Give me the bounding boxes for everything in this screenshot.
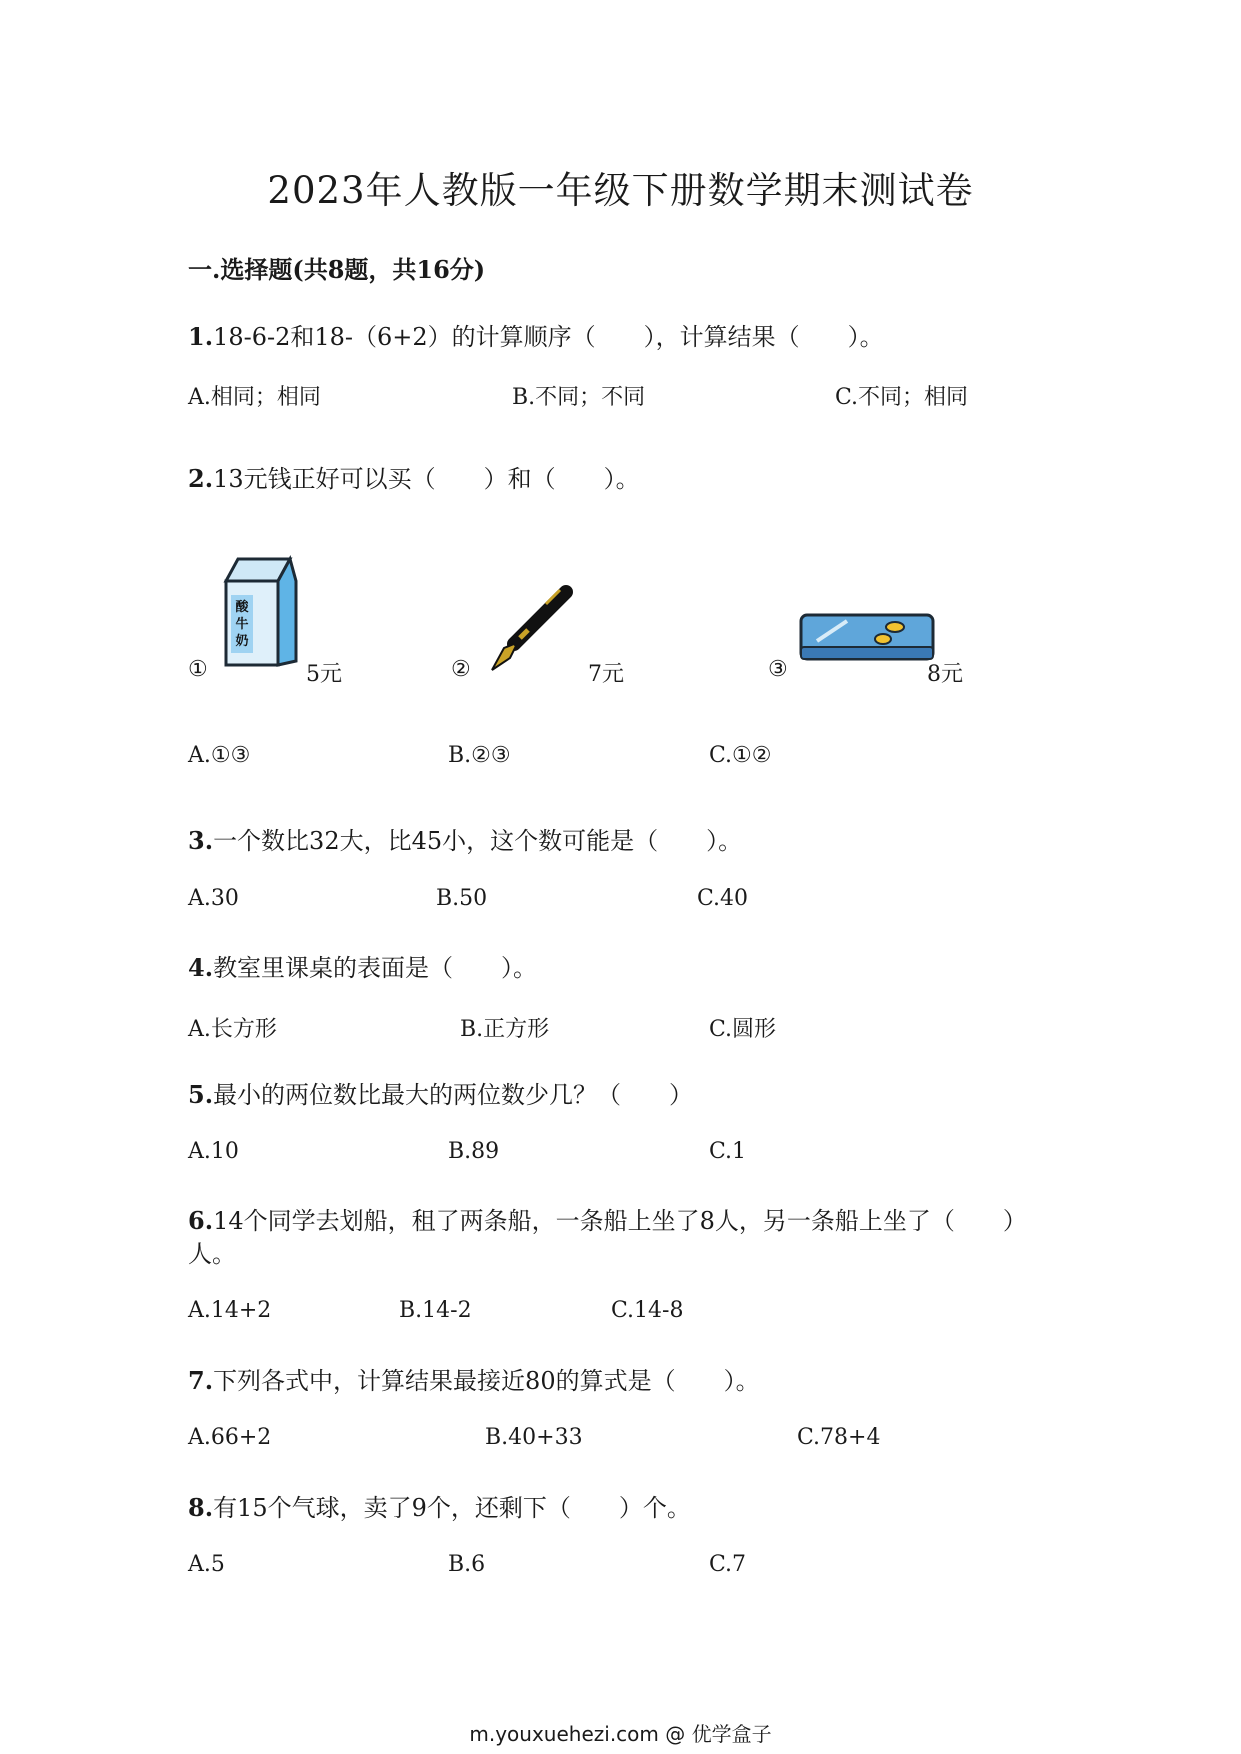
item-1-marker: ① [188,657,208,682]
q3-option-b[interactable]: B.50 [436,886,488,911]
fountain-pen-icon [480,580,580,680]
section-heading: 一.选择题(共8题，共16分) [188,255,486,284]
milk-label-3: 奶 [235,634,249,649]
question-6-continuation: 人。 [188,1240,236,1268]
q7-option-a[interactable]: A.66+2 [188,1425,272,1450]
q5-option-b[interactable]: B.89 [448,1139,500,1164]
question-6 [188,1201,1027,1236]
q4-option-c[interactable]: C.圆形 [709,1017,777,1042]
question-number: 2. [188,464,214,493]
question-number: 4. [188,953,214,982]
question-7 [188,1361,760,1396]
footer-watermark[interactable]: m.youxuehezi.com @ 优学盒子 [469,1722,772,1746]
q5-option-a[interactable]: A.10 [188,1139,239,1164]
question-text: 下列各式中，计算结果最接近80的算式是（ ）。 [213,1367,760,1395]
q7-option-b[interactable]: B.40+33 [485,1425,583,1450]
question-1 [188,317,884,352]
q2-option-a[interactable]: A.①③ [188,743,251,768]
q4-option-b[interactable]: B.正方形 [460,1017,550,1042]
q8-option-c[interactable]: C.7 [709,1552,747,1577]
question-text: 有15个气球，卖了9个，还剩下（ ）个。 [213,1494,691,1522]
q2-option-c[interactable]: C.①② [709,743,772,768]
q1-option-c[interactable]: C.不同；相同 [835,385,969,410]
question-text: 14个同学去划船，租了两条船，一条船上坐了8人，另一条船上坐了（ ） [213,1207,1027,1235]
milk-label-2: 牛 [235,617,249,632]
question-text: 教室里课桌的表面是（ ）。 [213,954,538,982]
question-text: 最小的两位数比最大的两位数少几？（ ） [213,1081,694,1109]
milk-carton-icon [218,553,298,668]
q3-option-c[interactable]: C.40 [697,886,749,911]
question-number: 1. [188,322,214,351]
q8-option-a[interactable]: A.5 [188,1552,225,1577]
question-number: 7. [188,1366,214,1395]
question-number: 8. [188,1493,214,1522]
q8-option-b[interactable]: B.6 [448,1552,486,1577]
item-3-marker: ③ [768,657,788,682]
item-2-marker: ② [451,657,471,682]
q5-option-c[interactable]: C.1 [709,1139,747,1164]
q7-option-c[interactable]: C.78+4 [797,1425,881,1450]
question-text: 13元钱正好可以买（ ）和（ ）。 [213,465,640,493]
question-number: 5. [188,1080,214,1109]
question-number: 6. [188,1206,214,1235]
item-2-price: 7元 [588,662,624,687]
question-text: 一个数比32大，比45小，这个数可能是（ ）。 [213,827,743,855]
q1-option-b[interactable]: B.不同；不同 [512,385,646,410]
q1-option-a[interactable]: A.相同；相同 [188,385,321,410]
q6-option-a[interactable]: A.14+2 [188,1298,272,1323]
question-2 [188,459,640,494]
q2-option-b[interactable]: B.②③ [448,743,511,768]
item-1-price: 5元 [306,662,342,687]
q4-option-a[interactable]: A.长方形 [188,1017,277,1042]
page-title: 2023年人教版一年级下册数学期末测试卷 [267,169,974,212]
question-5 [188,1075,693,1110]
q3-option-a[interactable]: A.30 [188,886,239,911]
q6-option-b[interactable]: B.14-2 [399,1298,472,1323]
milk-label-1: 酸 [235,600,249,615]
question-4 [188,948,537,983]
question-number: 3. [188,826,214,855]
item-3-price: 8元 [927,662,963,687]
q6-option-c[interactable]: C.14-8 [611,1298,684,1323]
question-text: 18-6-2和18-（6+2）的计算顺序（ ），计算结果（ ）。 [213,323,884,351]
question-8 [188,1488,691,1523]
pencil-case-icon [797,607,937,667]
question-3 [188,821,742,856]
